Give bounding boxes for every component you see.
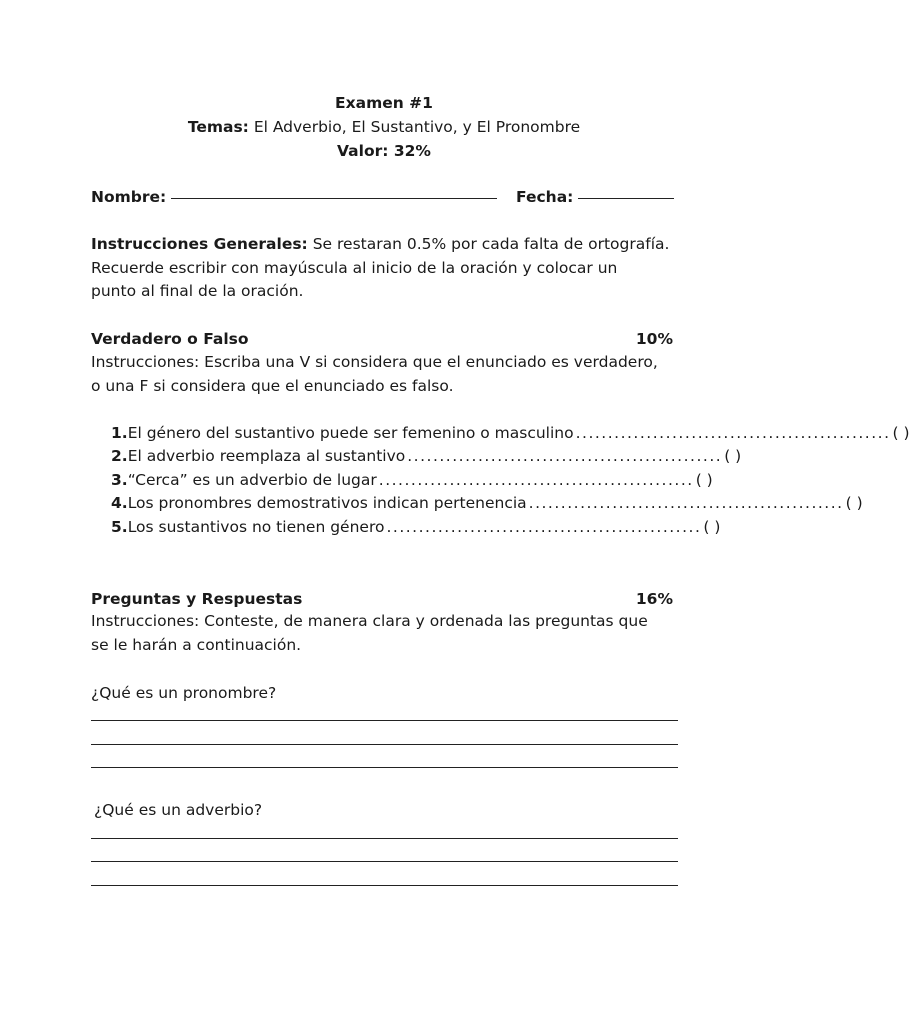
general-instructions-label: Instrucciones Generales:	[91, 235, 308, 253]
qa-instructions: Instrucciones: Conteste, de manera clara y ordenada las preguntas que se le harán a continuación.	[91, 612, 648, 654]
tf-item: 1. El género del sustantivo puede ser femenino o masculino ................................................. ( )	[111, 422, 677, 445]
qa-section-heading	[91, 587, 673, 611]
date-label: Fecha:	[516, 188, 574, 206]
topics-label: Temas:	[187, 118, 249, 136]
tf-item: 2. El adverbio reemplaza al sustantivo ................................................. ( )	[111, 445, 677, 468]
tf-list	[111, 422, 910, 539]
answer-line[interactable]	[91, 838, 678, 839]
tf-instructions: Instrucciones: Escriba una V si considera que el enunciado es verdadero, o una F si considera que el enunciado es falso.	[91, 353, 658, 395]
name-label: Nombre:	[91, 188, 167, 206]
date-blank[interactable]	[578, 198, 674, 199]
answer-line[interactable]	[91, 885, 678, 886]
qa-section-title: Preguntas y Respuestas	[91, 590, 303, 608]
question-2: ¿Qué es un adverbio?	[94, 801, 263, 819]
name-field	[91, 185, 497, 209]
tf-item: 4. Los pronombres demostrativos indican pertenencia ................................................. ( )	[111, 492, 677, 515]
tf-section-heading	[91, 327, 673, 351]
answer-line[interactable]	[91, 861, 678, 862]
exam-topics	[0, 115, 768, 139]
answer-parenthesis[interactable]: ( )	[703, 517, 721, 536]
name-blank[interactable]	[171, 198, 497, 199]
topics-value: El Adverbio, El Sustantivo, y El Pronombre	[253, 118, 581, 136]
exam-value: Valor: 32%	[337, 142, 431, 160]
answer-line[interactable]	[91, 744, 678, 745]
answer-line[interactable]	[91, 720, 678, 721]
date-field	[516, 185, 674, 209]
answer-parenthesis[interactable]: ( )	[892, 424, 910, 442]
general-instructions: Instrucciones Generales: Se restaran 0.5% por cada falta de ortografía. Recuerde escribir con mayúscula al inicio de la oración y colocar un punto al final de la oración.	[91, 235, 670, 300]
answer-parenthesis[interactable]: ( )	[724, 447, 742, 466]
tf-section-percent: 10%	[635, 330, 673, 348]
answer-line[interactable]	[91, 767, 678, 768]
answer-parenthesis[interactable]: ( )	[695, 470, 713, 489]
answer-parenthesis[interactable]: ( )	[845, 494, 863, 513]
qa-section-percent: 16%	[635, 590, 673, 608]
tf-section-title: Verdadero o Falso	[91, 330, 249, 348]
tf-item: 3. “Cerca” es un adverbio de lugar ................................................. ( )	[111, 469, 677, 492]
exam-title: Examen #1	[335, 94, 433, 112]
question-1: ¿Qué es un pronombre?	[91, 684, 277, 702]
tf-item: 5. Los sustantivos no tienen género ................................................. ( )	[111, 516, 677, 539]
